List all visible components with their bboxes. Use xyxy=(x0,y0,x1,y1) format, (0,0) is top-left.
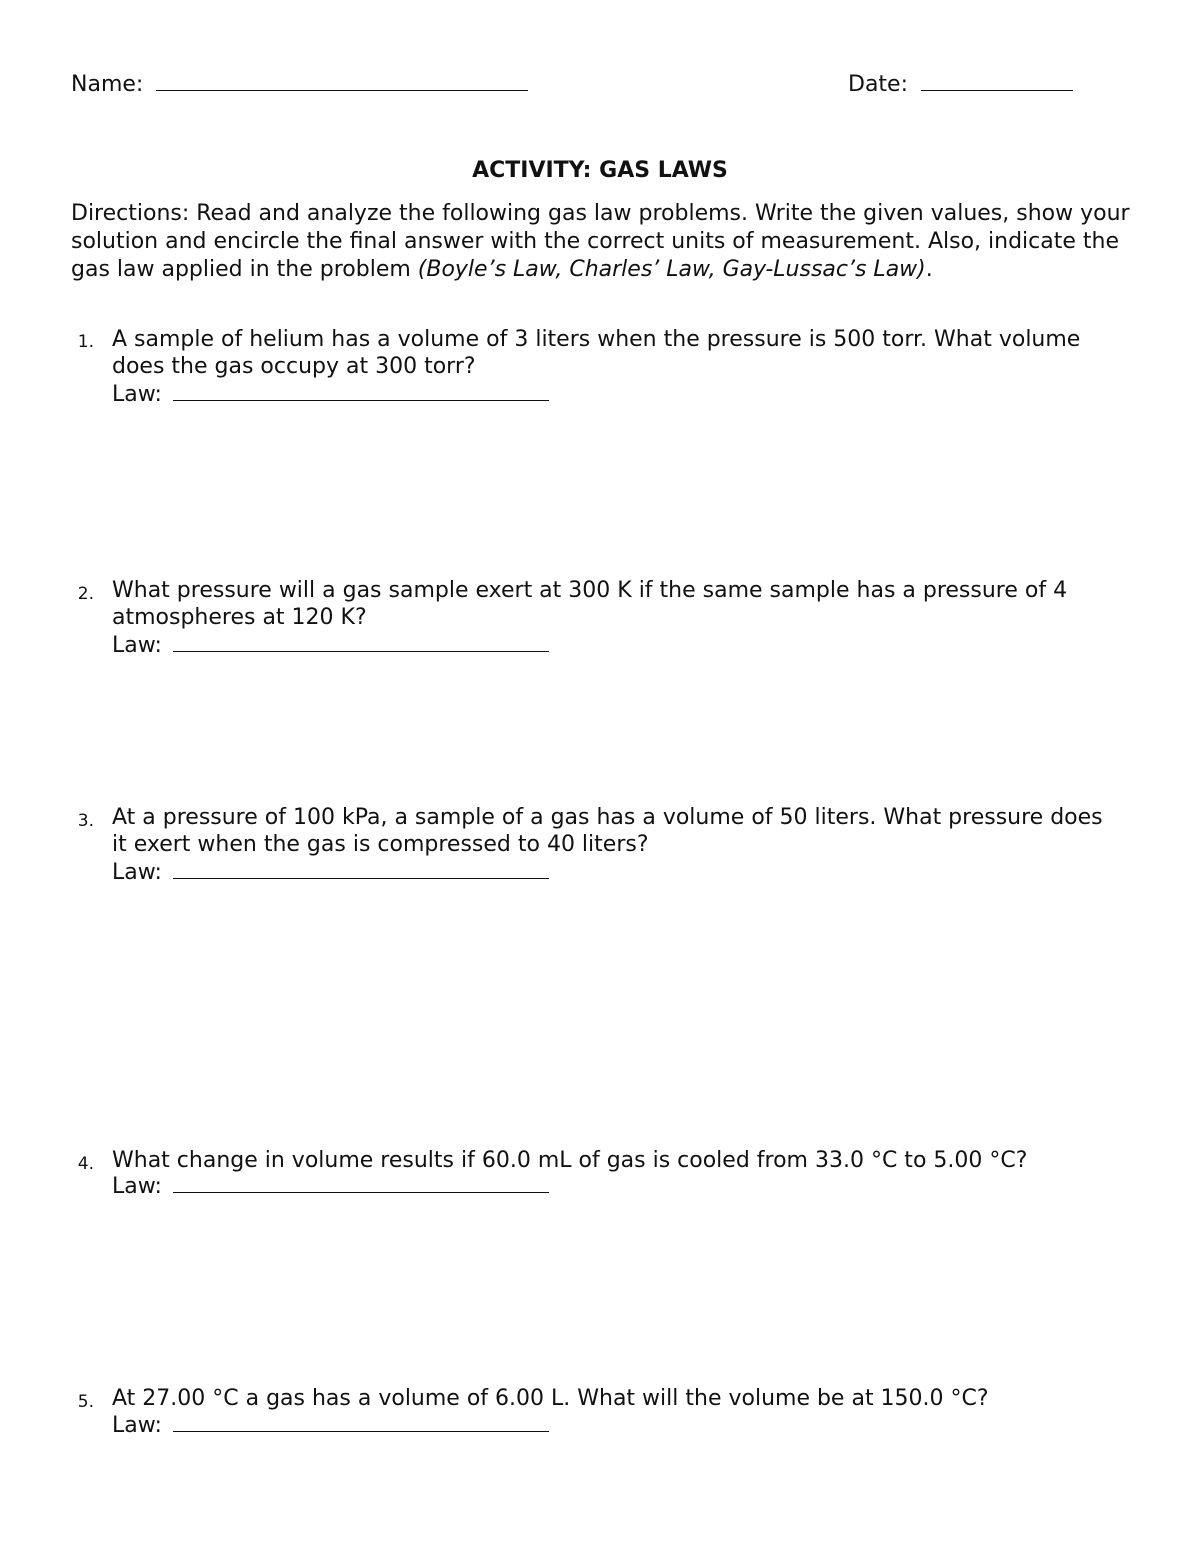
question-text: At a pressure of 100 kPa, a sample of a gas has a volume of 50 liters. What pressure does it exert when the gas is compressed to 40 liters? xyxy=(112,805,1103,857)
law-label: Law: xyxy=(112,1174,162,1199)
date-field xyxy=(848,72,1073,97)
law-field xyxy=(112,633,549,658)
law-label: Law: xyxy=(112,1413,162,1438)
question-text: What pressure will a gas sample exert at 300 K if the same sample has a pressure of 4 atmospheres at 120 K? xyxy=(112,578,1068,630)
law-label: Law: xyxy=(112,860,162,885)
page-title: ACTIVITY: GAS LAWS xyxy=(472,158,728,183)
law-blank[interactable] xyxy=(173,860,549,879)
law-field xyxy=(112,1413,549,1438)
law-blank[interactable] xyxy=(173,633,549,652)
name-field xyxy=(71,72,528,97)
question-number: 4. xyxy=(77,1154,94,1174)
law-field xyxy=(112,382,549,407)
law-field xyxy=(112,1174,549,1199)
directions-text: Directions: Read and analyze the following gas law problems. Write the given values, show your solution and encircle the final answer with the correct units of measurement. Also, indicate the gas law applied in the problem xyxy=(71,201,1130,282)
law-blank[interactable] xyxy=(173,1413,549,1432)
question-text: What change in volume results if 60.0 mL of gas is cooled from 33.0 °C to 5.00 °C? xyxy=(112,1148,1028,1173)
name-blank[interactable] xyxy=(156,72,528,91)
law-label: Law: xyxy=(112,382,162,407)
law-blank[interactable] xyxy=(173,1174,549,1193)
question-number: 2. xyxy=(77,584,94,604)
question-number: 3. xyxy=(77,811,94,831)
law-field xyxy=(112,860,549,885)
law-label: Law: xyxy=(112,633,162,658)
date-label: Date: xyxy=(848,72,908,97)
directions xyxy=(71,200,1141,284)
directions-end: . xyxy=(925,257,933,282)
law-blank[interactable] xyxy=(173,382,549,401)
question-number: 5. xyxy=(77,1392,94,1412)
directions-laws: (Boyle’s Law, Charles’ Law, Gay-Lussac’s Law) xyxy=(417,257,926,282)
date-blank[interactable] xyxy=(921,72,1073,91)
question-text: At 27.00 °C a gas has a volume of 6.00 L. What will the volume be at 150.0 °C? xyxy=(112,1386,989,1411)
question-number: 1. xyxy=(77,332,94,352)
question-text: A sample of helium has a volume of 3 liters when the pressure is 500 torr. What volume does the gas occupy at 300 torr? xyxy=(112,327,1081,379)
name-label: Name: xyxy=(71,72,144,97)
